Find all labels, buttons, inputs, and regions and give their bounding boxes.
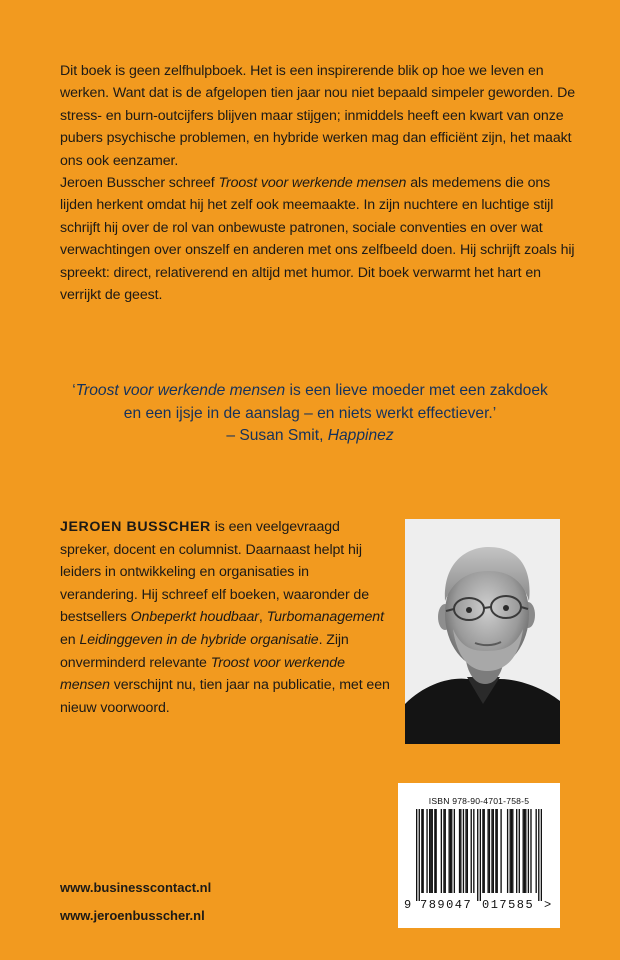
bio-book-3: Leidinggeven in de hybride organisatie <box>79 631 319 648</box>
quote-attribution <box>60 425 560 448</box>
barcode-bar <box>445 809 446 893</box>
website-links <box>60 874 211 930</box>
attribution-author: – Susan Smit, <box>226 427 328 444</box>
barcode-bar <box>460 809 461 893</box>
barcode-bar <box>450 809 451 893</box>
blurb-p2-after: als medemens die ons lijden herkent omdat hij het zelf ook meemaakte. In zijn nuchtere en luchtige stijl schrijft hij over de rol van onbewuste patronen, sociale conventies en over wat verwachtingen over onszelf en anderen met ons zelfbeeld doen. Hij schrijft zoals hij spreekt: direct, relativerend en altijd met humor. Dit boek verwarmt het hart en verrijkt de geest. <box>60 175 575 304</box>
barcode-bar <box>493 809 494 893</box>
barcode-bar <box>524 809 525 893</box>
barcode-bar <box>480 809 481 901</box>
quote-open-mark: ‘ <box>72 382 76 399</box>
barcode-bar <box>448 809 449 893</box>
barcode-bar <box>511 809 512 893</box>
bio-text-3: en <box>60 631 80 648</box>
barcode-bar <box>471 809 472 893</box>
barcode-bar <box>454 809 455 893</box>
bio-text-1: is een veelgevraagd spreker, docent en columnist. Daarnaast helpt hij leiders in ontwikkeling en organisaties in verandering. Hij schreef elf boeken, waaronder de bestsellers <box>60 519 369 626</box>
quote-book-title: Troost voor werkende mensen <box>75 382 286 399</box>
bio-text-2: , <box>258 609 267 626</box>
isbn-label: ISBN 978-90-4701-758-5 <box>428 796 530 806</box>
barcode-bar <box>443 809 444 893</box>
barcode-bar <box>489 809 490 893</box>
barcode-bar <box>430 809 431 893</box>
barcode-group-2: 017585 <box>482 898 535 912</box>
barcode-bar <box>487 809 488 893</box>
barcode-bar <box>435 809 436 893</box>
attribution-source: Happinez <box>327 427 394 444</box>
barcode-bar <box>416 809 417 901</box>
barcode-bar <box>512 809 513 893</box>
review-quote <box>60 380 560 448</box>
barcode-lead-digit: 9 <box>404 898 412 912</box>
barcode-bar <box>491 809 492 893</box>
barcode-bar <box>467 809 468 893</box>
barcode-bar <box>426 809 427 893</box>
author-bio <box>60 516 390 719</box>
barcode-bar <box>528 809 529 893</box>
barcode-group-1: 789047 <box>420 898 473 912</box>
barcode-bar <box>538 809 539 901</box>
url-jeroenbusscher[interactable]: www.jeroenbusscher.nl <box>60 908 205 923</box>
barcode-bar <box>507 809 508 893</box>
barcode-bar <box>484 809 485 893</box>
bio-book-1: Onbeperkt houdbaar <box>130 609 259 626</box>
barcode-bar <box>434 809 435 893</box>
author-name: JEROEN BUSSCHER <box>60 519 211 535</box>
barcode-bar <box>536 809 537 893</box>
bio-text-5: verschijnt nu, tien jaar na publicatie, met een nieuw voorwoord. <box>60 677 390 716</box>
url-businesscontact[interactable]: www.businesscontact.nl <box>60 880 212 895</box>
barcode-bar <box>530 809 531 893</box>
barcode-bar <box>497 809 498 893</box>
barcode-bar <box>523 809 524 893</box>
barcode-bar <box>459 809 460 893</box>
barcode-bar <box>432 809 433 893</box>
barcode-bar <box>429 809 430 893</box>
quote-line-1-rest: is een lieve moeder met een zakdoek <box>285 382 548 399</box>
barcode-bar <box>473 809 474 893</box>
blurb-p2-book-title: Troost voor werkende mensen <box>218 175 407 192</box>
blurb-paragraph-1: Dit boek is geen zelfhulpboek. Het is een inspirerende blik op hoe we leven en werken. Want dat is de afgelopen tien jaar nou niet bepaald simpeler geworden. De stress- en burn-outcijfers blijven maar stijgen; inmiddels heeft een kwart van onze pubers psychische problemen, en hybride werken mag dan efficiënt zijn, het maakt ons ook eenzamer. <box>60 63 576 169</box>
barcode-bar <box>519 809 520 893</box>
author-photo <box>405 519 560 744</box>
barcode-bar <box>482 809 483 893</box>
barcode-bar <box>441 809 442 893</box>
barcode-bars <box>416 809 542 901</box>
barcode-bar <box>516 809 517 893</box>
bio-book-2: Turbomanagement <box>266 609 384 626</box>
isbn-barcode <box>398 783 560 928</box>
quote-line-1 <box>60 380 560 403</box>
bio-text-4: . Zijn onverminderd relevante <box>60 631 349 671</box>
barcode-bar <box>419 809 420 901</box>
barcode-bar <box>510 809 511 893</box>
back-cover-blurb <box>60 60 580 306</box>
barcode-bar <box>422 809 423 893</box>
blurb-paragraph-2 <box>60 172 580 306</box>
barcode-end-mark: > <box>544 898 552 912</box>
barcode-bar <box>477 809 478 901</box>
barcode-bar <box>421 809 422 893</box>
barcode-bar <box>525 809 526 893</box>
author-portrait-image <box>405 519 560 744</box>
blurb-p2-before: Jeroen Busscher schreef <box>60 175 219 192</box>
barcode-bar <box>463 809 464 893</box>
bio-book-4: Troost voor werkende mensen <box>60 654 345 694</box>
barcode-bar <box>495 809 496 893</box>
barcode-bar <box>500 809 501 893</box>
barcode-bar <box>451 809 452 893</box>
barcode-bar <box>465 809 466 893</box>
quote-line-2: en een ijsje in de aanslag – en niets werkt effectiever.’ <box>123 404 497 422</box>
barcode-bar <box>541 809 542 901</box>
